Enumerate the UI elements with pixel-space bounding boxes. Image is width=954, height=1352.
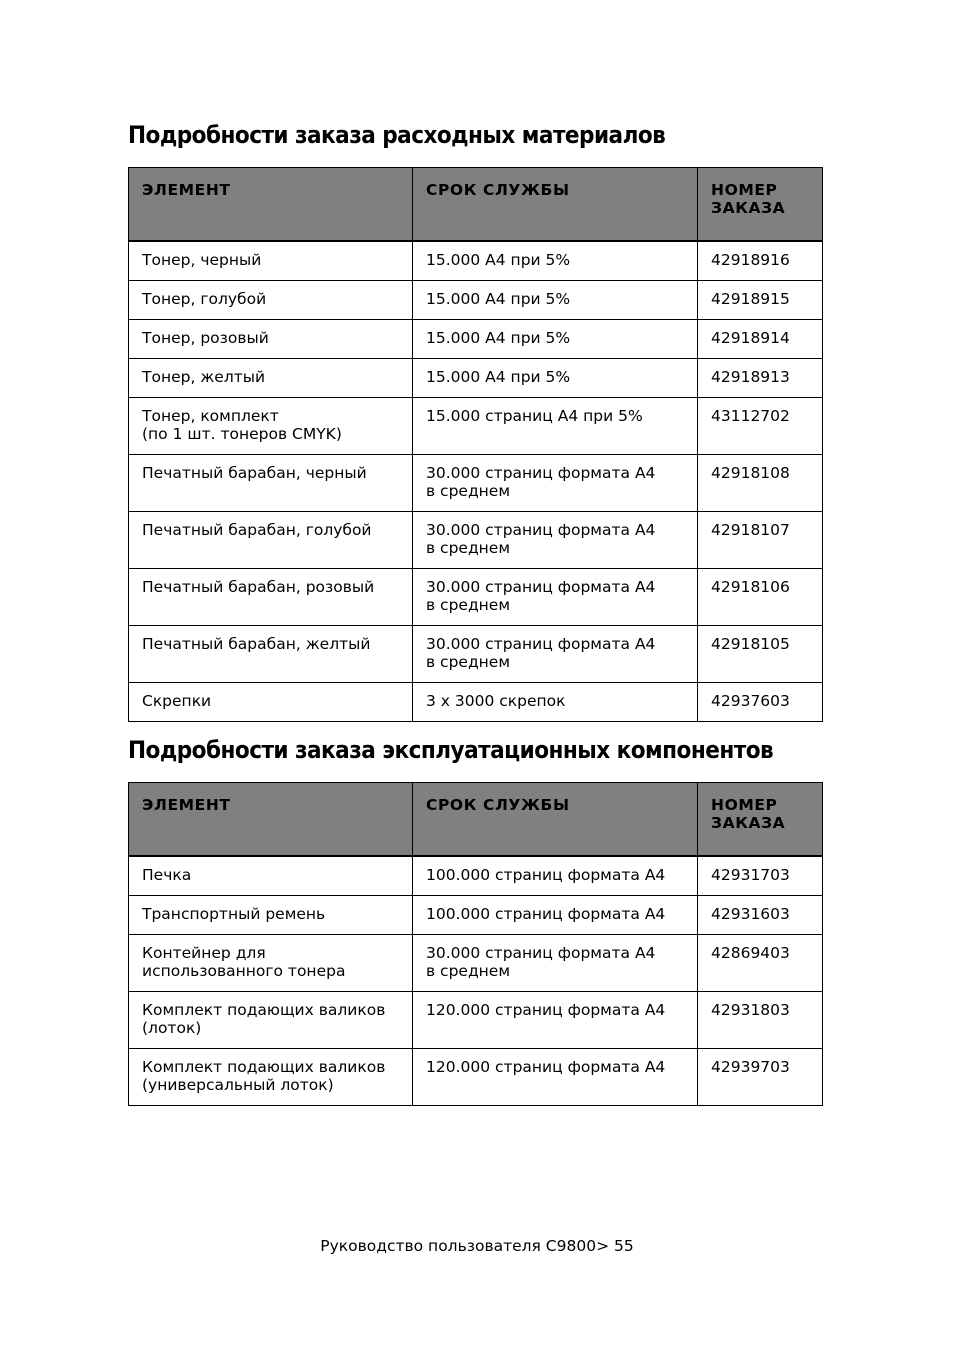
lifetime-cell: 15.000 A4 при 5%: [413, 320, 698, 359]
section-title-maintenance: Подробности заказа эксплуатационных компонентов: [128, 736, 774, 764]
table-row: [129, 683, 823, 722]
lifetime-cell: 15.000 страниц А4 при 5%: [413, 398, 698, 455]
item-cell: Печка: [129, 856, 413, 896]
table-row: [129, 569, 823, 626]
order-number-cell: 42931703: [698, 856, 823, 896]
section-title-consumables: Подробности заказа расходных материалов: [128, 121, 666, 149]
item-cell: Тонер, розовый: [129, 320, 413, 359]
order-number-cell: 42918105: [698, 626, 823, 683]
order-number-cell: 42869403: [698, 935, 823, 992]
lifetime-cell: 15.000 A4 при 5%: [413, 281, 698, 320]
order-number-cell: 42918107: [698, 512, 823, 569]
column-header-item: ЭЛЕМЕНТ: [129, 783, 413, 857]
item-cell: Контейнер для использованного тонера: [129, 935, 413, 992]
column-header-item: ЭЛЕМЕНТ: [129, 168, 413, 242]
lifetime-cell: 30.000 страниц формата A4 в среднем: [413, 512, 698, 569]
item-cell: Скрепки: [129, 683, 413, 722]
item-cell: Комплект подающих валиков (лоток): [129, 992, 413, 1049]
item-cell: Транспортный ремень: [129, 896, 413, 935]
lifetime-cell: 30.000 страниц формата A4 в среднем: [413, 626, 698, 683]
table-row: [129, 398, 823, 455]
order-number-cell: 42918916: [698, 241, 823, 281]
order-number-cell: 42918914: [698, 320, 823, 359]
order-number-cell: 42918915: [698, 281, 823, 320]
order-number-cell: 42918913: [698, 359, 823, 398]
lifetime-cell: 100.000 страниц формата A4: [413, 856, 698, 896]
table-row: [129, 1049, 823, 1106]
column-header-lifetime: СРОК СЛУЖБЫ: [413, 168, 698, 242]
item-cell: Печатный барабан, голубой: [129, 512, 413, 569]
order-number-cell: 42918106: [698, 569, 823, 626]
column-header-lifetime: СРОК СЛУЖБЫ: [413, 783, 698, 857]
table-row: [129, 320, 823, 359]
lifetime-cell: 120.000 страниц формата A4: [413, 992, 698, 1049]
table-row: [129, 281, 823, 320]
consumables-table: [128, 167, 823, 722]
lifetime-cell: 15.000 A4 при 5%: [413, 241, 698, 281]
order-number-cell: 42931603: [698, 896, 823, 935]
lifetime-cell: 30.000 страниц формата A4 в среднем: [413, 935, 698, 992]
item-cell: Тонер, желтый: [129, 359, 413, 398]
maintenance-table: [128, 782, 823, 1106]
table-row: [129, 935, 823, 992]
lifetime-cell: 3 x 3000 скрепок: [413, 683, 698, 722]
table-row: [129, 512, 823, 569]
item-cell: Печатный барабан, желтый: [129, 626, 413, 683]
lifetime-cell: 100.000 страниц формата A4: [413, 896, 698, 935]
table-row: [129, 896, 823, 935]
table-row: [129, 992, 823, 1049]
item-cell: Тонер, голубой: [129, 281, 413, 320]
order-number-cell: 43112702: [698, 398, 823, 455]
table-row: [129, 626, 823, 683]
table-row: [129, 856, 823, 896]
order-number-cell: 42939703: [698, 1049, 823, 1106]
lifetime-cell: 120.000 страниц формата A4: [413, 1049, 698, 1106]
order-number-cell: 42937603: [698, 683, 823, 722]
column-header-order-number: НОМЕР ЗАКАЗА: [698, 168, 823, 242]
table-row: [129, 359, 823, 398]
item-cell: Печатный барабан, розовый: [129, 569, 413, 626]
order-number-cell: 42931803: [698, 992, 823, 1049]
table-header-row: [129, 783, 823, 857]
lifetime-cell: 30.000 страниц формата A4 в среднем: [413, 455, 698, 512]
table-row: [129, 455, 823, 512]
lifetime-cell: 15.000 A4 при 5%: [413, 359, 698, 398]
page-footer: Руководство пользователя C9800> 55: [320, 1237, 634, 1255]
item-cell: Печатный барабан, черный: [129, 455, 413, 512]
table-header-row: [129, 168, 823, 242]
column-header-order-number: НОМЕР ЗАКАЗА: [698, 783, 823, 857]
item-cell: Тонер, комплект (по 1 шт. тонеров CMYK): [129, 398, 413, 455]
item-cell: Комплект подающих валиков (универсальный лоток): [129, 1049, 413, 1106]
order-number-cell: 42918108: [698, 455, 823, 512]
lifetime-cell: 30.000 страниц формата A4 в среднем: [413, 569, 698, 626]
table-row: [129, 241, 823, 281]
item-cell: Тонер, черный: [129, 241, 413, 281]
